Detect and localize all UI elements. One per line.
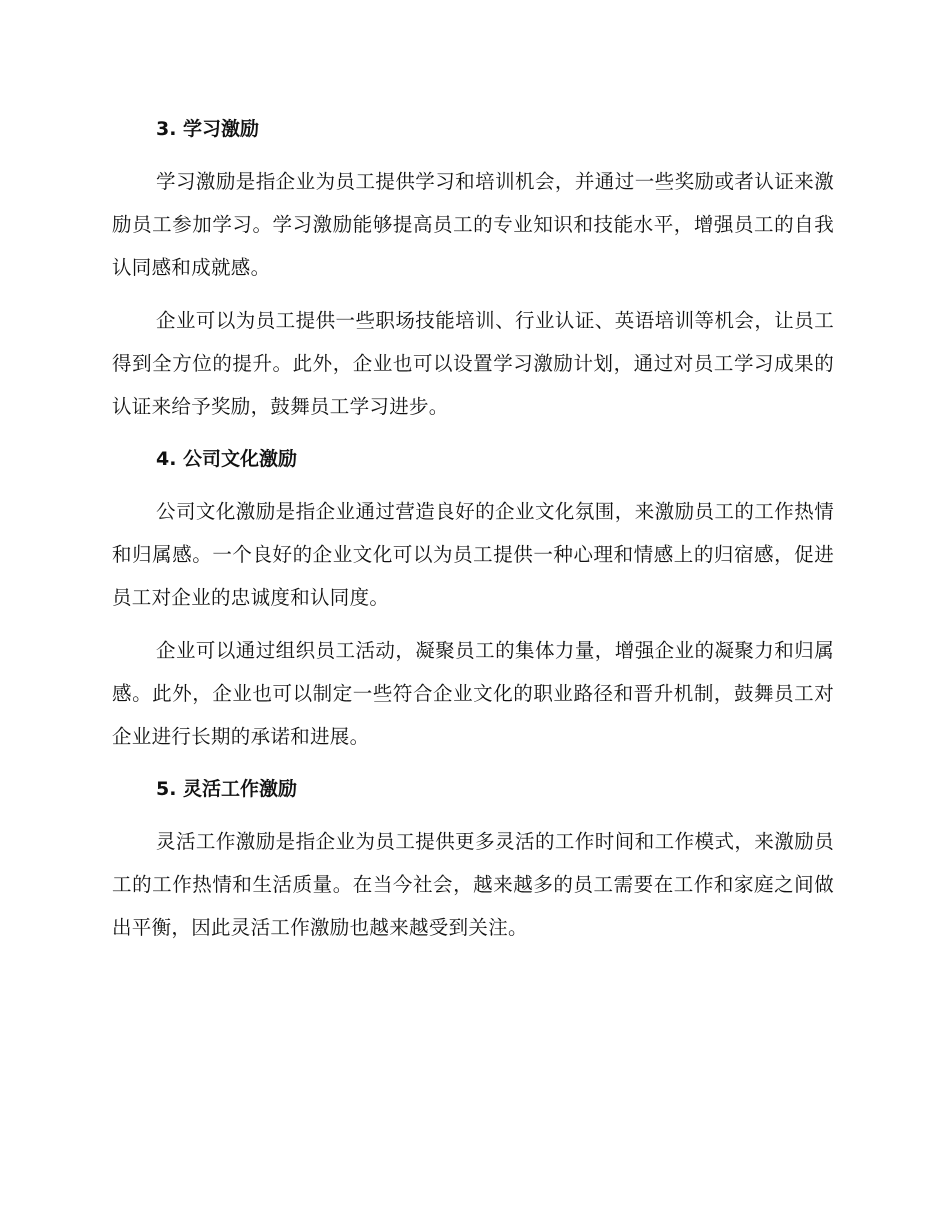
paragraph: 公司文化激励是指企业通过营造良好的企业文化氛围，来激励员工的工作热情和归属感。一个良好的企业文化可以为员工提供一种心理和情感上的归宿感，促进员工对企业的忠诚度和认同度。 [112, 500, 834, 609]
paragraph: 企业可以通过组织员工活动，凝聚员工的集体力量，增强企业的凝聚力和归属感。此外，企业也可以制定一些符合企业文化的职业路径和晋升机制，鼓舞员工对企业进行长期的承诺和进展。 [112, 639, 834, 748]
section-heading: 3. 学习激励 [156, 118, 260, 140]
document-body [112, 108, 834, 959]
paragraph: 学习激励是指企业为员工提供学习和培训机会，并通过一些奖励或者认证来激励员工参加学习。学习激励能够提高员工的专业知识和技能水平，增强员工的自我认同感和成就感。 [112, 170, 834, 279]
section-learning-incentive [112, 108, 834, 428]
section-company-culture-incentive [112, 438, 834, 758]
section-heading: 5. 灵活工作激励 [156, 778, 298, 800]
section-heading: 4. 公司文化激励 [156, 448, 298, 470]
section-flexible-work-incentive [112, 768, 834, 949]
paragraph: 企业可以为员工提供一些职场技能培训、行业认证、英语培训等机会，让员工得到全方位的提升。此外，企业也可以设置学习激励计划，通过对员工学习成果的认证来给予奖励，鼓舞员工学习进步。 [112, 309, 834, 418]
paragraph: 灵活工作激励是指企业为员工提供更多灵活的工作时间和工作模式，来激励员工的工作热情和生活质量。在当今社会，越来越多的员工需要在工作和家庭之间做出平衡，因此灵活工作激励也越来越受到关注。 [112, 830, 834, 939]
